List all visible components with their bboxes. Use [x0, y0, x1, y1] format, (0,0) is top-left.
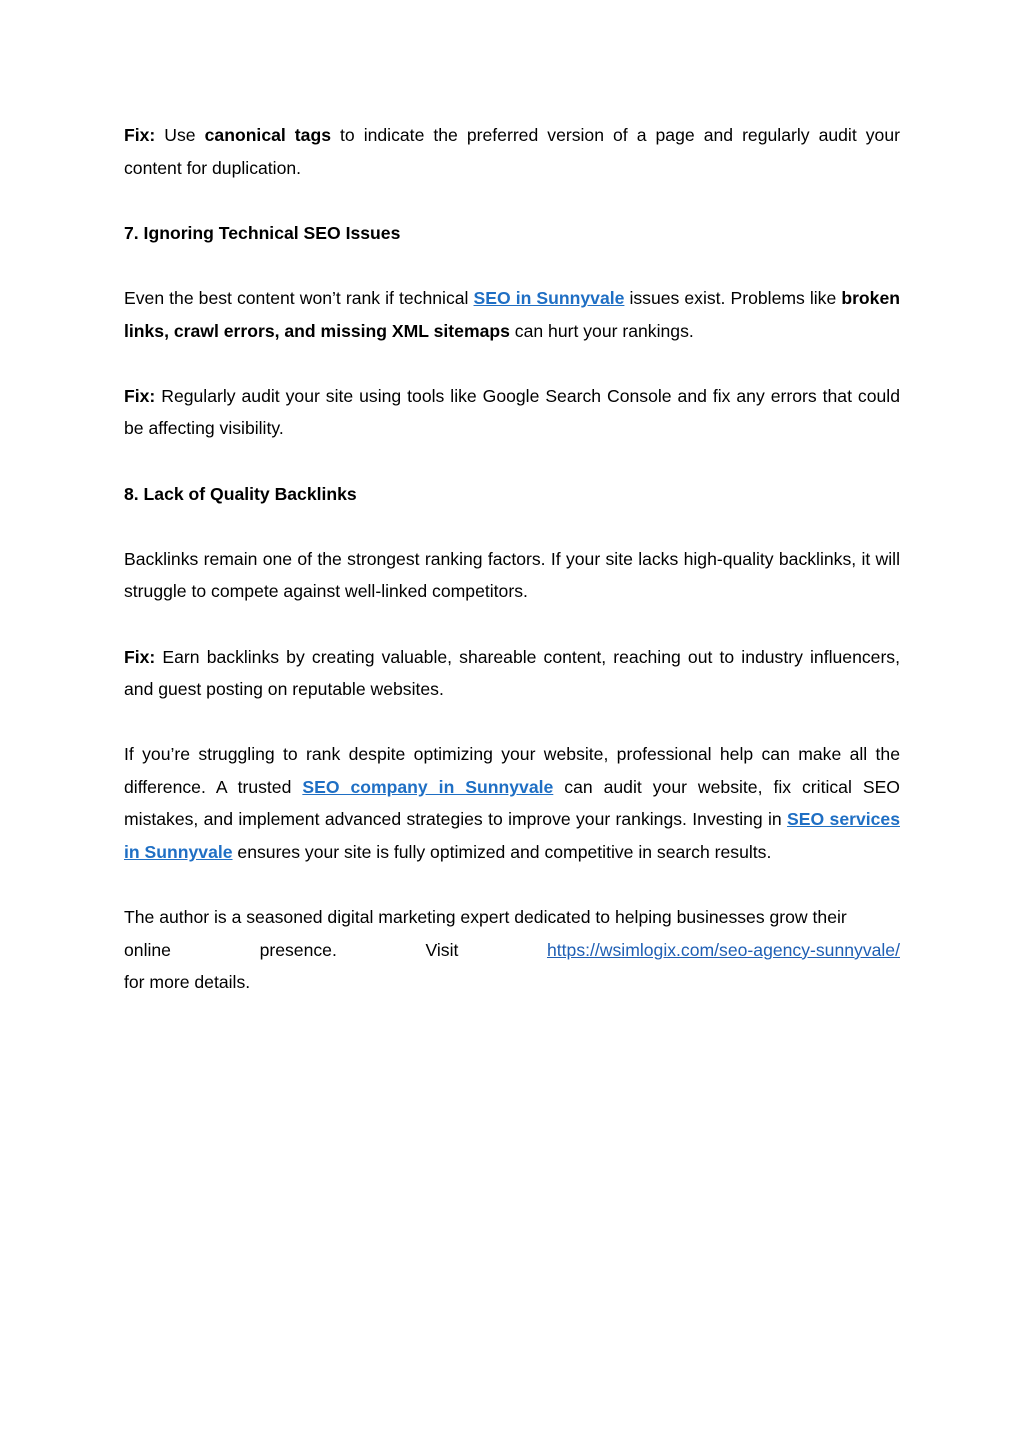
text-span: ensures your site is fully optimized and competitive in search results.: [232, 842, 772, 863]
author-text-end: for more details.: [124, 972, 251, 993]
text-span: Use: [155, 125, 205, 145]
bold-text: canonical tags: [204, 125, 331, 145]
author-text: The author is a seasoned digital marketing expert dedicated to helping businesses grow their: [124, 907, 847, 928]
fix-label: Fix:: [124, 125, 156, 145]
technical-seo-paragraph: [124, 282, 900, 347]
agency-url-link[interactable]: https://wsimlogix.com/seo-agency-sunnyvale/: [546, 939, 900, 960]
fix-label: Fix:: [124, 646, 156, 667]
fix-backlinks-paragraph: [124, 641, 900, 706]
text-span: can hurt your rankings.: [509, 320, 694, 341]
seo-in-sunnyvale-link[interactable]: SEO in Sunnyvale: [473, 287, 625, 308]
text-span: Earn backlinks by creating valuable, shareable content, reaching out to industry influencers, and guest posting on reputable websites.: [124, 646, 900, 700]
text-span: online: [124, 939, 171, 960]
fix-technical-paragraph: [124, 380, 900, 445]
text-span: can audit your website, fix critical SEO mistakes, and implement advanced strategies to improve your rankings. Investing in: [124, 776, 900, 830]
visit-line: [124, 934, 900, 967]
text-span: to indicate the preferred version of a page and regularly audit your content for duplication.: [124, 125, 900, 178]
seo-services-link[interactable]: SEO services in Sunnyvale: [124, 809, 900, 863]
text-span: Visit: [425, 939, 459, 960]
text-span: If you’re struggling to rank despite optimizing your website, professional help can make all the difference. A trusted: [124, 744, 900, 797]
text-span: Regularly audit your site using tools like Google Search Console and fix any errors that could be affecting visibility.: [124, 385, 900, 439]
text-span: presence.: [259, 939, 337, 960]
section-heading-7: 7. Ignoring Technical SEO Issues: [124, 222, 401, 243]
professional-help-paragraph: [124, 738, 900, 868]
author-paragraph: [124, 901, 900, 999]
text-span: Even the best content won’t rank if technical: [124, 287, 474, 308]
fix-canonical-paragraph: [124, 119, 900, 184]
document-page: [124, 119, 900, 999]
section-heading-8: 8. Lack of Quality Backlinks: [124, 483, 357, 504]
fix-label: Fix:: [124, 385, 156, 406]
seo-company-link[interactable]: SEO company in Sunnyvale: [302, 776, 554, 797]
bold-text: broken links, crawl errors, and missing XML sitemaps: [124, 287, 900, 341]
text-span: issues exist. Problems like: [624, 287, 842, 308]
backlinks-paragraph: Backlinks remain one of the strongest ranking factors. If your site lacks high-quality backlinks, it will struggle to compete against well-linked competitors.: [124, 548, 900, 602]
